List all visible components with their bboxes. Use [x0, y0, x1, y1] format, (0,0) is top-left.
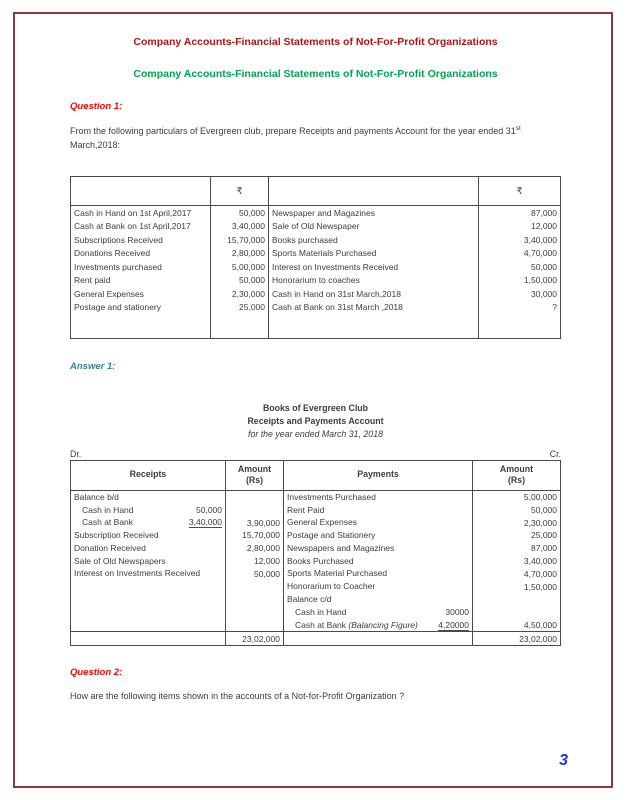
receipt-cell: Donation Received: [71, 542, 226, 555]
amount-right: 50,000: [531, 261, 557, 272]
amount-right: 3,40,000: [523, 234, 557, 245]
question1-text-part2: March,2018:: [70, 139, 121, 150]
payment-cell: Sports Material Purchased: [284, 567, 473, 580]
account-row: [71, 516, 561, 529]
rupee-symbol: ₹: [479, 177, 561, 206]
receipt-amount-cell: [226, 503, 284, 516]
receipt-cell: [71, 606, 226, 619]
item-right: Cash in Hand on 31st March,2018: [269, 287, 479, 301]
account-row: [71, 529, 561, 542]
amount-right: 30,000: [531, 288, 557, 299]
receipt-amount-cell: [226, 593, 284, 606]
account-row: [71, 580, 561, 593]
question1-text: [70, 124, 561, 152]
item-left: Rent paid: [71, 274, 211, 288]
amount-left: 3,40,000: [211, 220, 269, 234]
account-row: [71, 619, 561, 632]
particulars-header-row: [71, 177, 561, 206]
receipt-cell: [71, 619, 226, 632]
blank-header: [71, 177, 211, 206]
amount-header: Amount (Rs): [473, 460, 561, 490]
item-right: Interest on Investments Received: [269, 260, 479, 274]
question1-text-sup: st: [515, 125, 521, 132]
receipt-cell: Cash at Bank 3,40,000: [71, 516, 226, 529]
receipt-cell: [71, 593, 226, 606]
table-row: [71, 220, 561, 234]
table-row: [71, 287, 561, 301]
amount-left: 25,000: [211, 301, 269, 315]
account-row: [71, 555, 561, 568]
item-left: Cash at Bank on 1st April,2017: [71, 220, 211, 234]
payment-amount-cell: 1,50,000: [523, 581, 557, 592]
item-right: Honorarium to coaches: [269, 274, 479, 288]
item-left: Investments purchased: [71, 260, 211, 274]
question2-label: Question 2:: [70, 667, 123, 679]
amount-right: 1,50,000: [523, 275, 557, 286]
empty-row: [71, 314, 561, 339]
amount-right: ?: [552, 302, 557, 313]
item-right: Newspaper and Magazines: [269, 206, 479, 220]
payment-amount-cell: 25,000: [531, 530, 557, 541]
payment-amount-cell: 2,30,000: [523, 517, 557, 528]
receipts-header: Receipts: [71, 460, 226, 490]
payment-amount-cell: 5,00,000: [523, 491, 557, 502]
blank-header: [269, 177, 479, 206]
payment-amount-cell: 50,000: [531, 504, 557, 515]
receipt-amount-cell: 3,90,000: [226, 516, 284, 529]
account-row: [71, 490, 561, 503]
page-number: 3: [559, 752, 568, 769]
table-row: [71, 301, 561, 315]
payments-header: Payments: [284, 460, 473, 490]
payment-amount-cell: 87,000: [531, 543, 557, 554]
item-right: Cash at Bank on 31st March ,2018: [269, 301, 479, 315]
receipt-amount-cell: 15,70,000: [226, 529, 284, 542]
amount-left: 15,70,000: [211, 233, 269, 247]
receipt-amount-cell: 12,000: [226, 555, 284, 568]
totals-row: [71, 632, 561, 646]
page-content: [70, 30, 561, 704]
item-left: Subscriptions Received: [71, 233, 211, 247]
receipt-amount-cell: [226, 606, 284, 619]
payment-cell: Honorarium to Coacher: [284, 580, 473, 593]
receipt-amount-cell: [226, 490, 284, 503]
payment-amount-cell: 4,50,000: [523, 619, 557, 630]
item-left: Donations Received: [71, 247, 211, 261]
amount-right: 12,000: [531, 221, 557, 232]
payment-cell: Cash at Bank (Balancing Figure) 4,20000: [284, 619, 473, 632]
amount-header: Amount (Rs): [226, 460, 284, 490]
account-heading: [70, 402, 561, 442]
payments-total: 23,02,000: [473, 632, 561, 646]
receipt-cell: Cash in Hand 50,000: [71, 503, 226, 516]
table-row: [71, 260, 561, 274]
receipt-amount-cell: [226, 580, 284, 593]
amount-left: 5,00,000: [211, 260, 269, 274]
receipt-amount-cell: 2,80,000: [226, 542, 284, 555]
amount-left: 2,80,000: [211, 247, 269, 261]
page-title-green: Company Accounts-Financial Statements of Not-For-Profit Organizations: [133, 68, 498, 80]
rupee-symbol: ₹: [211, 177, 269, 206]
particulars-table: [70, 176, 561, 339]
receipt-amount-cell: [226, 619, 284, 632]
item-left: Postage and stationery: [71, 301, 211, 315]
cr-label: Cr.: [549, 448, 561, 459]
payment-amount-cell: 4,70,000: [523, 568, 557, 579]
amount-right: 87,000: [531, 207, 557, 218]
payment-cell: Books Purchased: [284, 555, 473, 568]
table-row: [71, 233, 561, 247]
receipt-cell: Balance b/d: [71, 490, 226, 503]
receipt-amount-cell: 50,000: [226, 567, 284, 580]
payment-cell: Cash in Hand 30000: [284, 606, 473, 619]
receipt-cell: Sale of Old Newspapers: [71, 555, 226, 568]
receipt-cell: Interest on Investments Received: [71, 567, 226, 580]
account-row: [71, 606, 561, 619]
account-title: Books of Evergreen Club: [262, 403, 369, 413]
item-left: General Expenses: [71, 287, 211, 301]
answer1-label: Answer 1:: [70, 361, 116, 372]
receipt-cell: [71, 580, 226, 593]
question1-text-part1: From the following particulars of Evergreen club, prepare Receipts and payments Account for the year ended 31: [70, 126, 516, 136]
account-subtitle: Receipts and Payments Account: [247, 416, 384, 427]
account-row: [71, 542, 561, 555]
item-right: Sale of Old Newspaper: [269, 220, 479, 234]
question1-label: Question 1:: [70, 101, 123, 112]
receipts-payments-table: [70, 460, 561, 647]
payment-cell: Investments Purchased: [284, 490, 473, 503]
payment-amount-cell: [473, 606, 561, 619]
payment-cell: Rent Paid: [284, 503, 473, 516]
payment-amount-cell: [473, 593, 561, 606]
table-row: [71, 247, 561, 261]
payment-cell: General Expenses: [284, 516, 473, 529]
item-left: Cash in Hand on 1st April,2017: [71, 206, 211, 220]
payment-amount-cell: 3,40,000: [523, 555, 557, 566]
receipts-total: 23,02,000: [226, 632, 284, 646]
account-row: [71, 567, 561, 580]
dr-label: Dr.: [70, 448, 82, 459]
payment-cell: Newspapers and Magazines: [284, 542, 473, 555]
account-row: [71, 593, 561, 606]
item-right: Sports Materials Purchased: [269, 247, 479, 261]
amount-right: 4,70,000: [523, 248, 557, 259]
page-title-red: Company Accounts-Financial Statements of Not-For-Profit Organizations: [133, 36, 498, 48]
dr-cr-row: [70, 449, 561, 459]
table-row: [71, 206, 561, 220]
question2-text: How are the following items shown in the accounts of a Not-for-Profit Organization ?: [70, 691, 405, 702]
payment-cell: Balance c/d: [284, 593, 473, 606]
amount-left: 2,30,000: [211, 287, 269, 301]
receipt-cell: Subscription Received: [71, 529, 226, 542]
account-period: for the year ended March 31, 2018: [248, 429, 383, 440]
table-row: [71, 274, 561, 288]
amount-left: 50,000: [211, 274, 269, 288]
account-row: [71, 503, 561, 516]
item-right: Books purchased: [269, 233, 479, 247]
amount-left: 50,000: [211, 206, 269, 220]
payment-cell: Postage and Stationery: [284, 529, 473, 542]
account-header-row: [71, 460, 561, 490]
